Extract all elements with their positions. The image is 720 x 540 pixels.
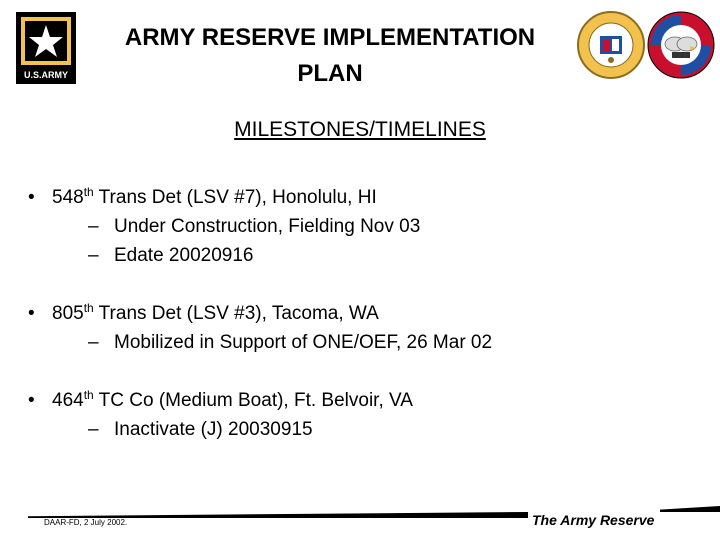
- sub-item: – Inactivate (J) 20030915: [88, 419, 313, 440]
- ordinal-suffix: th: [83, 388, 94, 402]
- unit-description: Trans Det (LSV #3), Tacoma, WA: [93, 303, 379, 324]
- footer-divider-right: [660, 506, 720, 512]
- title-line-2: PLAN: [297, 60, 363, 87]
- section-subtitle: MILESTONES/TIMELINES: [234, 118, 486, 141]
- footer-date: DAAR-FD, 2 July 2002.: [44, 518, 128, 527]
- ordinal-suffix: th: [83, 301, 94, 315]
- sub-item: – Under Construction, Fielding Nov 03: [88, 216, 421, 237]
- us-army-logo: [16, 12, 76, 84]
- unit-number: 548: [52, 187, 84, 208]
- bullet-icon: •: [28, 390, 35, 411]
- title-line-1: ARMY RESERVE IMPLEMENTATION: [124, 24, 536, 51]
- logo-text: U.S.ARMY: [23, 70, 69, 80]
- bullet-icon: •: [28, 303, 35, 324]
- sub-item: – Edate 20020916: [88, 245, 254, 266]
- bullet-icon: •: [28, 187, 35, 208]
- department-of-army-seal: [576, 10, 646, 80]
- unit-number: 464: [52, 390, 84, 411]
- ordinal-suffix: th: [83, 185, 94, 199]
- army-reserve-seal: [646, 8, 716, 82]
- unit-description: TC Co (Medium Boat), Ft. Belvoir, VA: [93, 390, 413, 411]
- unit-number: 805: [52, 303, 84, 324]
- list-item: [28, 387, 708, 444]
- sub-item: – Mobilized in Support of ONE/OEF, 26 Mar 02: [88, 332, 493, 353]
- list-item: [28, 184, 708, 270]
- milestone-list: [28, 184, 708, 444]
- list-item: [28, 300, 708, 357]
- footer-brand: The Army Reserve: [532, 512, 655, 528]
- page-title: [82, 20, 578, 92]
- unit-description: Trans Det (LSV #7), Honolulu, HI: [93, 187, 377, 208]
